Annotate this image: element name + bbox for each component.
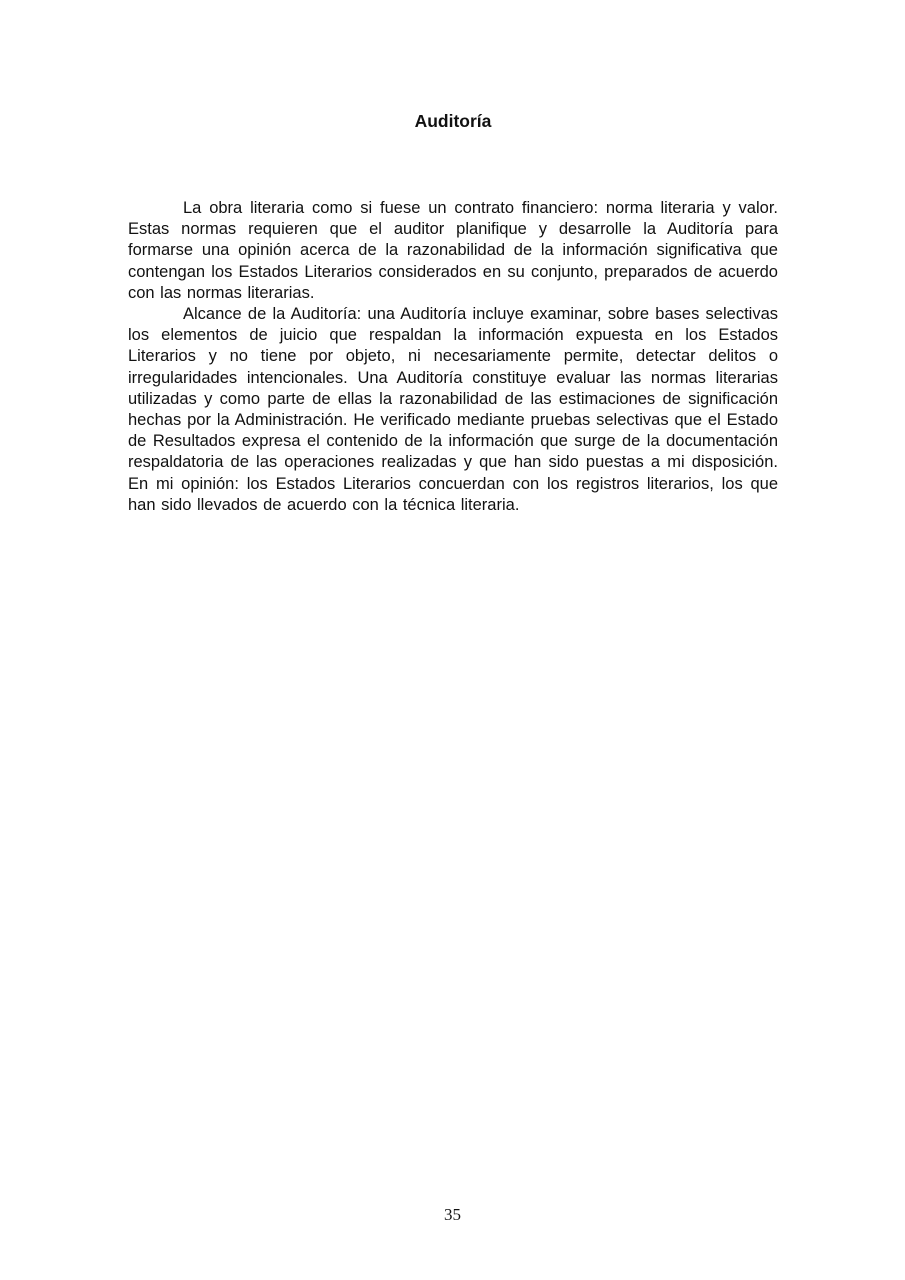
page-number: 35 xyxy=(444,1205,461,1224)
page-content xyxy=(128,110,778,516)
body-text xyxy=(128,198,778,516)
paragraph-1: La obra literaria como si fuese un contrato financiero: norma literaria y valor. Estas normas requieren que el auditor planifique y desarrolle la Auditoría para formarse una opinión acerca de la razonabilidad de la información significativa que contengan los Estados Literarios considerados en su conjunto, preparados de acuerdo con las normas literarias. xyxy=(128,199,778,302)
page-title: Auditoría xyxy=(414,111,492,131)
paragraph-2: Alcance de la Auditoría: una Auditoría incluye examinar, sobre bases selectivas los elementos de juicio que respaldan la información expuesta en los Estados Literarios y no tiene por objeto, ni necesariamente permite, detectar delitos o irregularidades intencionales. Una Auditoría constituye evaluar las normas literarias utilizadas y como parte de ellas la razonabilidad de las estimaciones de significación hechas por la Administración. He verificado mediante pruebas selectivas que el Estado de Resultados expresa el contenido de la información que surge de la documentación respaldatoria de las operaciones realizadas y que han sido puestas a mi disposición. En mi opinión: los Estados Literarios concuerdan con los registros literarios, los que han sido llevados de acuerdo con la técnica literaria. xyxy=(128,305,778,514)
